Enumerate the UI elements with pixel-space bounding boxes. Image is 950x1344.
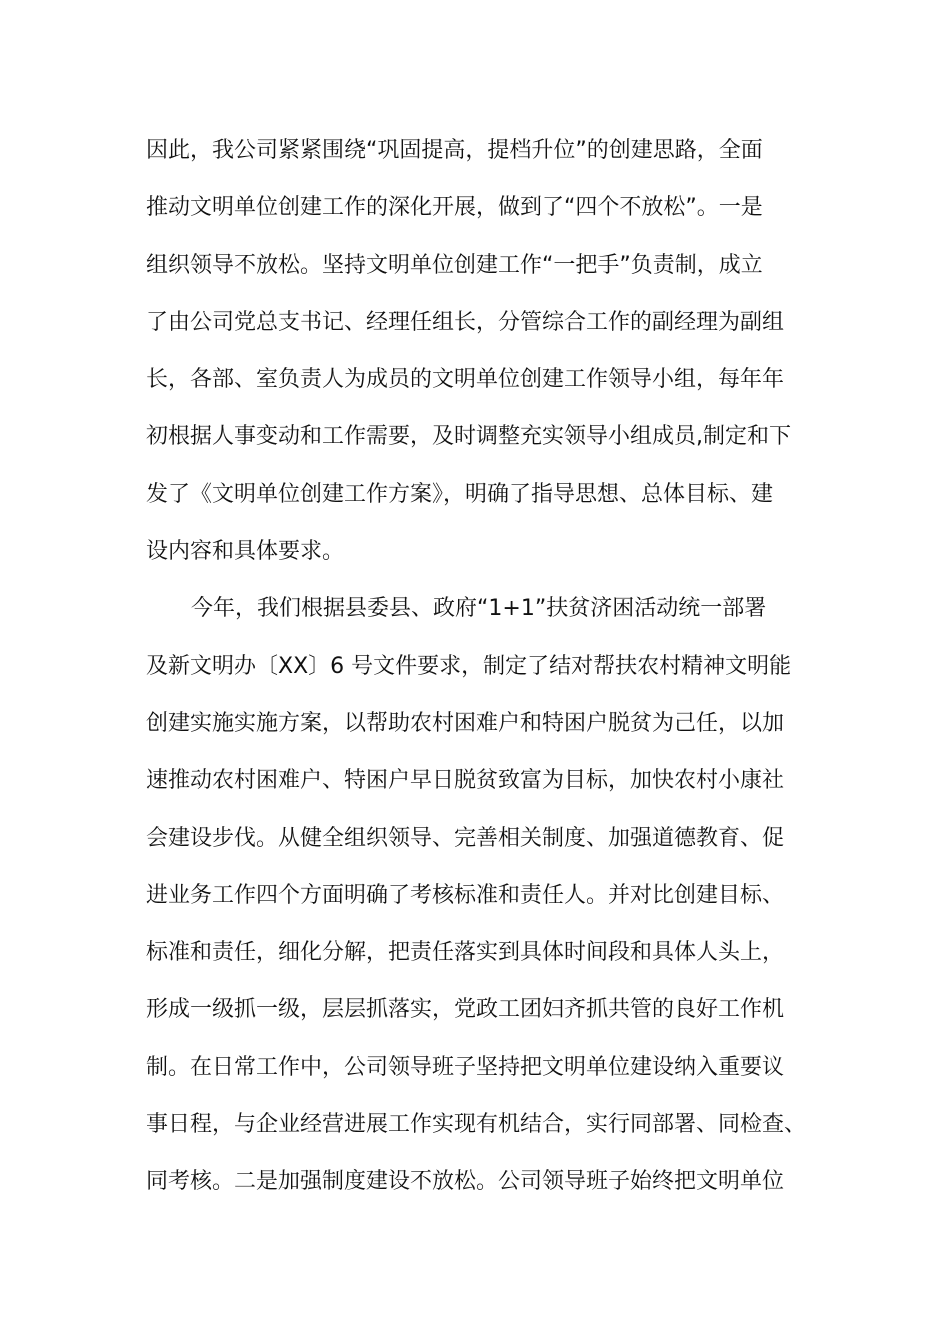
text-line: 同考核。二是加强制度建设不放松。公司领导班子始终把文明单位 (146, 1169, 785, 1195)
text-line: 制。在日常工作中，公司领导班子坚持把文明单位建设纳入重要议 (146, 1054, 785, 1080)
text-line: 及新文明办〔XX〕6 号文件要求，制定了结对帮扶农村精神文明能 (146, 653, 792, 679)
text-line: 初根据人事变动和工作需要，及时调整充实领导小组成员,制定和下 (146, 424, 791, 450)
text-line: 设内容和具体要求。 (146, 539, 345, 565)
text-line: 长，各部、室负责人为成员的文明单位创建工作领导小组，每年年 (146, 367, 785, 393)
text-line: 今年，我们根据县委县、政府“1+1”扶贫济困活动统一部署 (191, 596, 767, 622)
text-line: 会建设步伐。从健全组织领导、完善相关制度、加强道德教育、促 (146, 825, 785, 851)
text-line: 推动文明单位创建工作的深化开展，做到了“四个不放松”。一是 (146, 195, 763, 221)
text-line: 了由公司党总支书记、经理任组长，分管综合工作的副经理为副组 (146, 309, 785, 335)
text-line: 创建实施实施方案，以帮助农村困难户和特困户脱贫为己任，以加 (146, 710, 785, 736)
text-line: 事日程，与企业经营进展工作实现有机结合，实行同部署、同检查、 (146, 1112, 807, 1138)
paragraph-1 (146, 128, 826, 586)
text-line: 因此，我公司紧紧围绕“巩固提高，提档升位”的创建思路，全面 (146, 138, 763, 163)
text-line: 速推动农村困难户、特困户早日脱贫致富为目标，加快农村小康社 (146, 768, 785, 794)
text-line: 组织领导不放松。坚持文明单位创建工作“一把手”负责制，成立 (146, 252, 763, 278)
text-line: 进业务工作四个方面明确了考核标准和责任人。并对比创建目标、 (146, 882, 785, 908)
text-line: 形成一级抓一级，层层抓落实，党政工团妇齐抓共管的良好工作机 (146, 997, 785, 1023)
paragraph-2 (146, 586, 826, 1216)
text-line: 发了《文明单位创建工作方案》，明确了指导思想、总体目标、建 (146, 481, 774, 507)
document-body (146, 128, 826, 1217)
text-line: 标准和责任，细化分解，把责任落实到具体时间段和具体人头上， (146, 940, 785, 966)
